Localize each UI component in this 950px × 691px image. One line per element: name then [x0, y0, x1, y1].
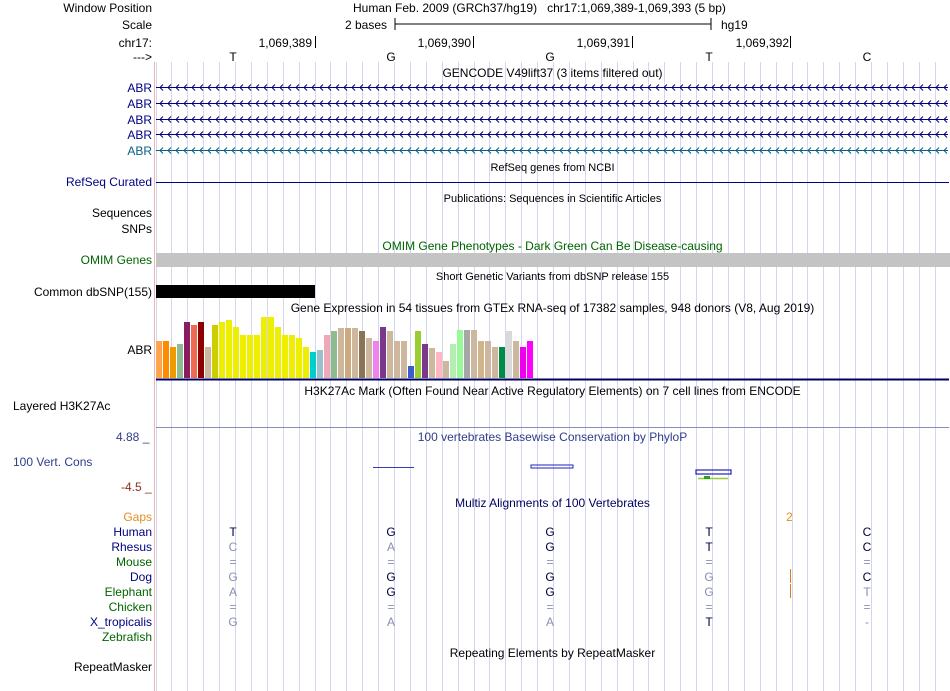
omim-feature	[156, 253, 950, 267]
gtex-tissue-bar	[422, 344, 428, 378]
gtex-tissue-bar	[275, 327, 281, 378]
phylop-max: 4.88 _	[116, 430, 150, 444]
aligned-base: =	[229, 600, 237, 614]
species-label: X_tropicalis	[89, 615, 152, 629]
gene-label-abr-3[interactable]: ABR	[127, 113, 152, 127]
gaps-label: Gaps	[123, 510, 152, 524]
gtex-tissue-bar	[457, 330, 463, 378]
h3k27ac-label[interactable]: Layered H3K27Ac	[13, 399, 111, 413]
publications-label-sequences[interactable]: Sequences	[91, 206, 152, 220]
aligned-base: =	[705, 600, 713, 614]
gtex-tissue-bar	[317, 350, 323, 378]
aligned-base: C	[862, 570, 872, 584]
gtex-tissue-bar	[233, 327, 239, 378]
gtex-track-title[interactable]: Gene Expression in 54 tissues from GTEx RNA-seq of 17382 samples, 948 donors (V8, Aug 2019)	[290, 301, 815, 315]
repeatmasker-label[interactable]: RepeatMasker	[73, 660, 152, 674]
species-label: Human	[113, 525, 152, 539]
gtex-tissue-bar	[366, 338, 372, 378]
gene-label-abr-2[interactable]: ABR	[127, 97, 152, 111]
aligned-base: C	[862, 540, 872, 554]
gtex-tissue-bar	[506, 331, 512, 378]
gtex-tissue-bar	[513, 341, 519, 378]
gtex-tissue-bar	[520, 347, 526, 378]
aligned-base: A	[228, 585, 237, 599]
aligned-base: G	[386, 525, 396, 539]
phylop-min: -4.5 _	[121, 480, 152, 494]
gtex-tissue-bar	[415, 331, 421, 378]
chrom-label: chr17:	[118, 36, 152, 50]
phylop-track-title[interactable]: 100 vertebrates Basewise Conservation by PhyloP	[417, 430, 688, 444]
species-label: Elephant	[104, 585, 152, 599]
phylop-mark-3	[696, 470, 731, 474]
dbsnp-variant	[156, 285, 315, 298]
repeatmasker-track-title[interactable]: Repeating Elements by RepeatMasker	[449, 646, 656, 660]
species-label: Mouse	[115, 555, 152, 569]
refseq-label[interactable]: RefSeq Curated	[65, 175, 152, 189]
aligned-base: G	[545, 585, 555, 599]
publications-label-snps[interactable]: SNPs	[121, 222, 152, 236]
gtex-tissue-bar	[219, 322, 225, 378]
gtex-tissue-bar	[345, 328, 351, 378]
gtex-tissue-bar	[527, 341, 533, 378]
gtex-tissue-bar	[380, 327, 386, 378]
gtex-tissue-bar	[177, 344, 183, 378]
aligned-base: C	[862, 525, 872, 539]
aligned-base: G	[228, 615, 238, 629]
gtex-tissue-bar	[394, 341, 400, 378]
species-label: Chicken	[108, 600, 152, 614]
gtex-tissue-bar	[324, 335, 330, 378]
gtex-tissue-bar	[303, 347, 309, 378]
dbsnp-track-title[interactable]: Short Genetic Variants from dbSNP release 155	[435, 271, 670, 283]
gtex-tissue-bar	[170, 347, 176, 378]
multiz-track-title[interactable]: Multiz Alignments of 100 Vertebrates	[455, 496, 650, 510]
gtex-tissue-bar	[436, 352, 442, 378]
aligned-base: T	[863, 585, 871, 599]
aligned-base: G	[545, 570, 555, 584]
gencode-track-title[interactable]: GENCODE V49lift37 (3 items filtered out)	[442, 66, 663, 80]
gtex-tissue-bar	[499, 347, 505, 378]
gtex-tissue-bar	[429, 348, 435, 378]
gtex-tissue-bar	[359, 331, 365, 378]
aligned-base: A	[545, 615, 554, 629]
gene-label-abr-4[interactable]: ABR	[127, 128, 152, 142]
ref-base-1: T	[229, 50, 237, 64]
gtex-tissue-bar	[289, 335, 295, 378]
aligned-base: -	[865, 615, 869, 629]
gtex-label[interactable]: ABR	[127, 343, 152, 357]
gtex-tissue-bar	[450, 344, 456, 378]
aligned-base: T	[705, 525, 713, 539]
aligned-base: A	[386, 540, 395, 554]
gtex-tissue-bar	[198, 322, 204, 378]
gtex-tissue-bar	[387, 331, 393, 378]
gtex-tissue-bar	[212, 325, 218, 378]
strand-arrow-label: --->	[133, 50, 152, 64]
scale-value: 2 bases	[345, 18, 388, 32]
ref-base-5: C	[862, 50, 872, 64]
gtex-tissue-bar	[331, 331, 337, 378]
gtex-tissue-bar	[464, 330, 470, 378]
gtex-tissue-bar	[352, 328, 358, 378]
aligned-base: T	[705, 540, 713, 554]
position-4: 1,069,392	[735, 36, 789, 50]
gtex-tissue-bar	[240, 335, 246, 378]
position-1: 1,069,389	[258, 36, 312, 50]
gtex-tissue-bar	[184, 322, 190, 378]
gtex-tissue-bar	[296, 338, 302, 378]
gtex-tissue-bar	[205, 347, 211, 378]
h3k27ac-track-title[interactable]: H3K27Ac Mark (Often Found Near Active Regulatory Elements) on 7 cell lines from ENCODE	[304, 384, 801, 398]
aligned-base: G	[545, 525, 555, 539]
gtex-tissue-bar	[401, 341, 407, 378]
phylop-mark-3c	[704, 476, 710, 479]
window-position-label: Window Position	[63, 1, 152, 15]
gtex-tissue-bar	[191, 325, 197, 378]
aligned-base: =	[229, 555, 237, 569]
aligned-base: =	[863, 600, 871, 614]
aligned-base: G	[704, 585, 714, 599]
scale-label: Scale	[121, 18, 152, 32]
gtex-tissue-bar	[254, 335, 260, 378]
species-label: Dog	[129, 570, 152, 584]
aligned-base: =	[387, 555, 395, 569]
publications-track-title[interactable]: Publications: Sequences in Scientific Articles	[443, 193, 662, 205]
gtex-tissue-bar	[163, 341, 169, 378]
gtex-tissue-bar	[492, 347, 498, 378]
ref-base-3: G	[545, 50, 555, 64]
position-2: 1,069,390	[417, 36, 471, 50]
gtex-tissue-bar	[485, 341, 491, 378]
aligned-base: G	[704, 570, 714, 584]
gaps-value: 2	[786, 510, 793, 524]
aligned-base: G	[545, 540, 555, 554]
position-3: 1,069,391	[576, 36, 630, 50]
aligned-base: T	[705, 615, 713, 629]
gtex-tissue-bar	[408, 366, 414, 378]
aligned-base: G	[386, 585, 396, 599]
omim-track-title[interactable]: OMIM Gene Phenotypes - Dark Green Can Be Disease-causing	[382, 239, 723, 253]
gtex-tissue-bar	[443, 361, 449, 378]
aligned-base: A	[386, 615, 395, 629]
gtex-tissue-bar	[226, 320, 232, 378]
gtex-tissue-bar	[282, 335, 288, 378]
gtex-tissue-bar	[471, 330, 477, 378]
aligned-base: =	[705, 555, 713, 569]
gene-label-abr-1[interactable]: ABR	[127, 81, 152, 95]
dbsnp-label[interactable]: Common dbSNP(155)	[33, 285, 152, 299]
omim-label[interactable]: OMIM Genes	[80, 253, 152, 267]
phylop-label[interactable]: 100 Vert. Cons	[13, 455, 93, 469]
aligned-base: G	[386, 570, 396, 584]
scale-db: hg19	[721, 18, 748, 32]
window-position-value: Human Feb. 2009 (GRCh37/hg19) chr17:1,069,389-1,069,393 (5 bp)	[353, 1, 726, 15]
gtex-tissue-bar	[373, 341, 379, 378]
gtex-tissue-bar	[338, 328, 344, 378]
gtex-tissue-bar	[247, 335, 253, 378]
aligned-base: G	[228, 570, 238, 584]
gtex-tissue-bar	[478, 341, 484, 378]
gtex-tissue-bar	[268, 317, 274, 378]
aligned-base: C	[228, 540, 238, 554]
aligned-base: =	[546, 555, 554, 569]
ref-base-4: T	[705, 50, 713, 64]
aligned-base: =	[863, 555, 871, 569]
gene-label-abr-5[interactable]: ABR	[127, 144, 152, 158]
aligned-base: T	[229, 525, 237, 539]
aligned-base: =	[546, 600, 554, 614]
gtex-tissue-bar	[261, 317, 267, 378]
refseq-track-title[interactable]: RefSeq genes from NCBI	[490, 162, 615, 174]
ref-base-2: G	[386, 50, 396, 64]
gtex-tissue-bar	[156, 341, 162, 378]
gtex-tissue-bar	[310, 352, 316, 378]
species-label: Zebrafish	[101, 630, 152, 644]
aligned-base: =	[387, 600, 395, 614]
species-label: Rhesus	[111, 540, 152, 554]
